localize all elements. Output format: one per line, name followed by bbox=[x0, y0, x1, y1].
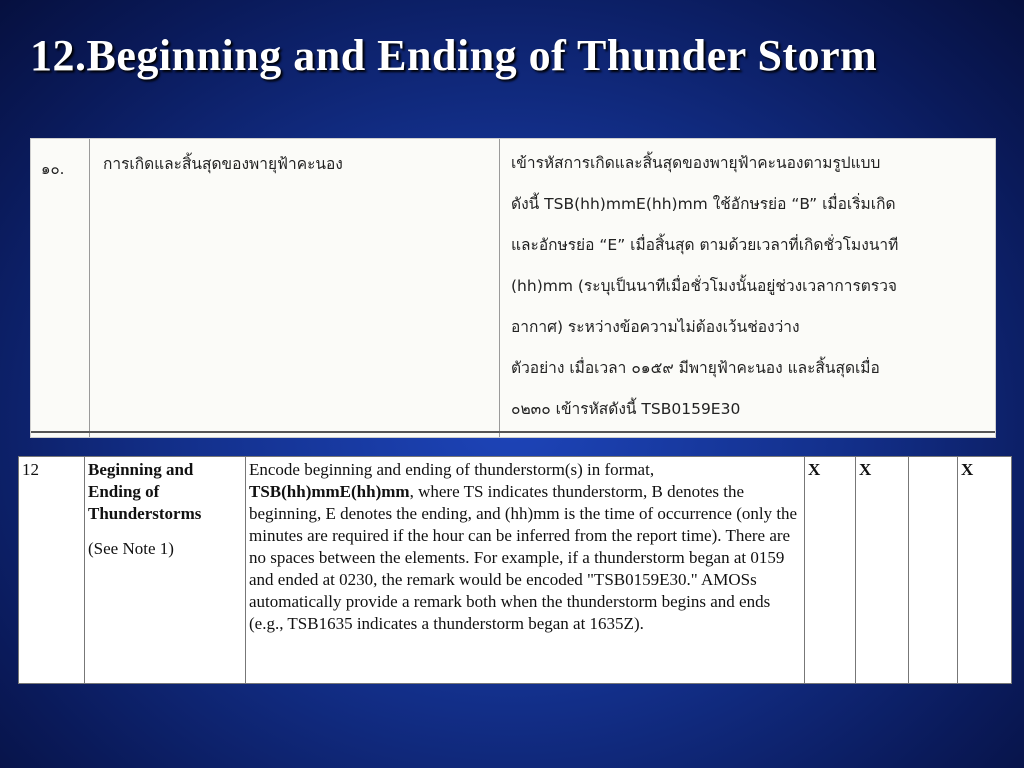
thai-description-line: อากาศ) ระหว่างข้อความไม่ต้องเว้นช่องว่าง bbox=[511, 318, 800, 336]
description-format: TSB(hh)mmE(hh)mm bbox=[249, 482, 410, 501]
description-prefix: Encode beginning and ending of thunderstorm(s) in format, bbox=[249, 460, 655, 479]
item-number: 12 bbox=[22, 460, 39, 479]
thai-description-line: ๐๒๓๐ เข้ารหัสดังนี้ TSB0159E30 bbox=[511, 400, 741, 418]
thai-item-name: การเกิดและสิ้นสุดของพายุฟ้าคะนอง bbox=[103, 155, 343, 173]
column-divider bbox=[89, 139, 90, 437]
item-number-cell bbox=[19, 457, 85, 684]
thai-description-line: และอักษรย่อ “E” เมื่อสิ้นสุด ตามด้วยเวลาที่เกิดชั่วโมงนาที bbox=[511, 236, 899, 254]
mark-cell-4: X bbox=[958, 457, 1012, 684]
table-row bbox=[19, 457, 1012, 684]
english-remark-table bbox=[18, 456, 1012, 684]
item-note: (See Note 1) bbox=[88, 539, 174, 558]
item-title: Beginning and Ending of Thunderstorms bbox=[88, 460, 202, 523]
item-name-cell bbox=[85, 457, 246, 684]
mark-cell-3 bbox=[909, 457, 958, 684]
mark-cell-1: X bbox=[805, 457, 856, 684]
item-description-cell bbox=[246, 457, 805, 684]
slide-title: 12.Beginning and Ending of Thunder Storm bbox=[30, 31, 878, 80]
thai-description-line: ดังนี้ TSB(hh)mmE(hh)mm ใช้อักษรย่อ “B” เมื่อเริ่มเกิด bbox=[511, 195, 896, 213]
thai-item-number: ๑๐. bbox=[41, 160, 65, 178]
column-divider bbox=[499, 139, 500, 437]
thai-item-description bbox=[511, 151, 991, 438]
description-rest: , where TS indicates thunderstorm, B denotes the beginning, E denotes the ending, and (hh)mm is the time of occurrence (only the minutes are required if the hour can be inferred from the report time). There are no spaces between the elements. For example, if a thunderstorm began at 0159 and ended at 0230, the remark would be encoded "TSB0159E30." AMOSs automatically provide a remark both when the thunderstorm begins and ends (e.g., TSB1635 indicates a thunderstorm began at 1635Z). bbox=[249, 482, 798, 633]
thai-description-line: ตัวอย่าง เมื่อเวลา ๐๑๕๙ มีพายุฟ้าคะนอง และสิ้นสุดเมื่อ bbox=[511, 359, 880, 377]
thai-description-line: เข้ารหัสการเกิดและสิ้นสุดของพายุฟ้าคะนองตามรูปแบบ bbox=[511, 154, 881, 172]
thai-description-line: (hh)mm (ระบุเป็นนาทีเมื่อชั่วโมงนั้นอยู่ช่วงเวลาการตรวจ bbox=[511, 277, 897, 295]
thai-remark-table bbox=[30, 138, 996, 438]
mark-cell-2: X bbox=[856, 457, 909, 684]
